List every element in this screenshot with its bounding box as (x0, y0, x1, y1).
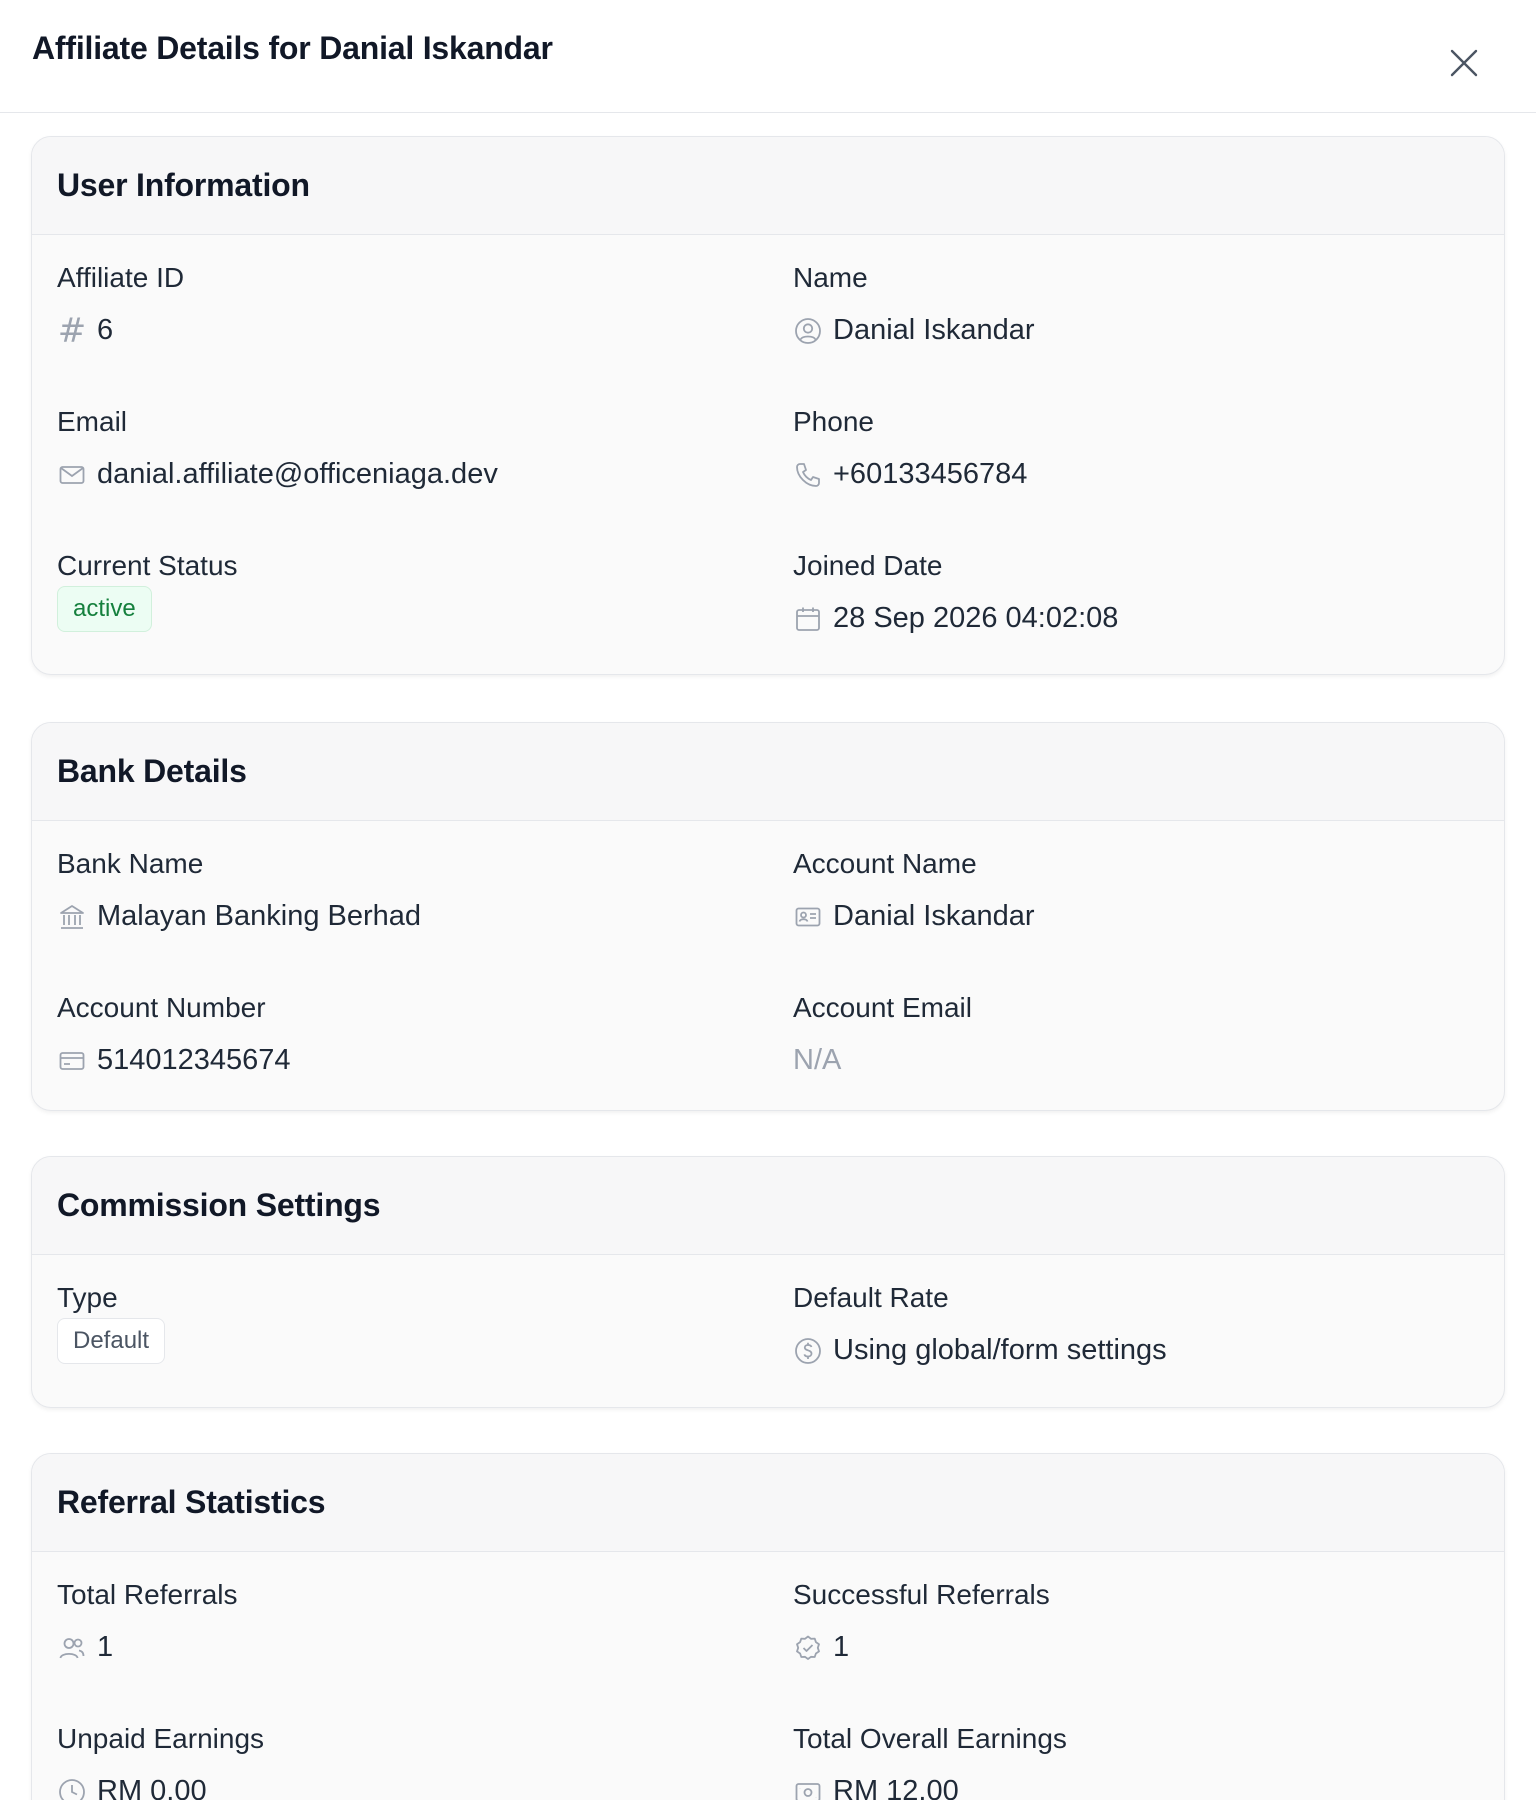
name-field (793, 262, 1035, 346)
current-status-field (57, 550, 238, 622)
card-header (32, 1454, 1504, 1552)
phone-value: +60133456784 (833, 458, 1028, 490)
bank-details-card (31, 722, 1505, 1111)
default-rate-value: Using global/form settings (833, 1334, 1167, 1366)
affiliate-id-field (57, 262, 185, 351)
successful-referrals-field (793, 1579, 1050, 1663)
total-referrals-value: 1 (97, 1631, 114, 1663)
wallet-icon (793, 1777, 823, 1800)
default-rate-field (793, 1282, 1167, 1366)
successful-referrals-value: 1 (833, 1631, 850, 1663)
card-title: Bank Details (57, 753, 247, 789)
bank-icon (57, 902, 87, 932)
id-card-icon (793, 902, 823, 932)
calendar-icon (793, 604, 823, 634)
card-title: Commission Settings (57, 1187, 381, 1223)
field-label: Total Referrals (57, 1579, 238, 1610)
field-label: Unpaid Earnings (57, 1723, 265, 1754)
email-value: danial.affiliate@officeniaga.dev (97, 458, 498, 490)
total-overall-earnings-value: RM 12.00 (833, 1775, 959, 1800)
field-label: Joined Date (793, 550, 943, 581)
commission-type-badge: Default (57, 1318, 165, 1364)
modal-title: Affiliate Details for Danial Iskandar (32, 30, 553, 66)
unpaid-earnings-field (57, 1723, 265, 1800)
users-icon (57, 1633, 87, 1663)
phone-field (793, 406, 1028, 490)
account-email-field (793, 992, 972, 1076)
commission-type-field (57, 1282, 150, 1354)
check-badge-icon (793, 1633, 823, 1663)
field-label: Name (793, 262, 868, 293)
user-information-card (31, 136, 1505, 675)
account-name-field (793, 848, 1035, 932)
field-label: Email (57, 406, 128, 437)
commission-settings-card (31, 1156, 1505, 1408)
bank-name-field (57, 848, 422, 932)
phone-icon (793, 460, 823, 490)
account-name-value: Danial Iskandar (833, 900, 1035, 932)
field-label: Affiliate ID (57, 262, 185, 293)
close-button[interactable] (1445, 44, 1483, 82)
card-title: User Information (57, 167, 310, 203)
bank-name-value: Malayan Banking Berhad (97, 900, 422, 932)
field-label: Bank Name (57, 848, 204, 879)
card-header (32, 723, 1504, 821)
close-icon (1449, 48, 1479, 78)
unpaid-earnings-value: RM 0.00 (97, 1775, 207, 1800)
joined-date-value: 28 Sep 2026 04:02:08 (833, 602, 1119, 634)
card-header (32, 1157, 1504, 1255)
credit-card-icon (57, 1046, 87, 1076)
card-header (32, 137, 1504, 235)
modal-header (0, 0, 1536, 113)
total-referrals-field (57, 1579, 238, 1663)
field-label: Current Status (57, 550, 238, 581)
account-email-value: N/A (793, 1044, 842, 1076)
card-title: Referral Statistics (57, 1484, 326, 1520)
joined-date-field (793, 550, 1119, 634)
email-field (57, 406, 498, 490)
referral-statistics-card (31, 1453, 1505, 1800)
status-badge: active (57, 586, 152, 632)
field-label: Account Email (793, 992, 972, 1023)
account-number-value: 514012345674 (97, 1044, 291, 1076)
modal-content (0, 113, 1536, 1800)
affiliate-id-value: 6 (97, 314, 114, 346)
field-label: Default Rate (793, 1282, 949, 1313)
total-overall-earnings-field (793, 1723, 1067, 1800)
account-number-field (57, 992, 291, 1076)
field-label: Account Number (57, 992, 266, 1023)
field-label: Phone (793, 406, 874, 437)
field-label: Account Name (793, 848, 977, 879)
clock-icon (57, 1777, 87, 1800)
hash-icon: # (57, 310, 87, 351)
mail-icon (57, 460, 87, 490)
name-value: Danial Iskandar (833, 314, 1035, 346)
field-label: Total Overall Earnings (793, 1723, 1067, 1754)
field-label: Successful Referrals (793, 1579, 1050, 1610)
field-label: Type (57, 1282, 118, 1313)
dollar-circle-icon (793, 1336, 823, 1366)
user-circle-icon (793, 316, 823, 346)
